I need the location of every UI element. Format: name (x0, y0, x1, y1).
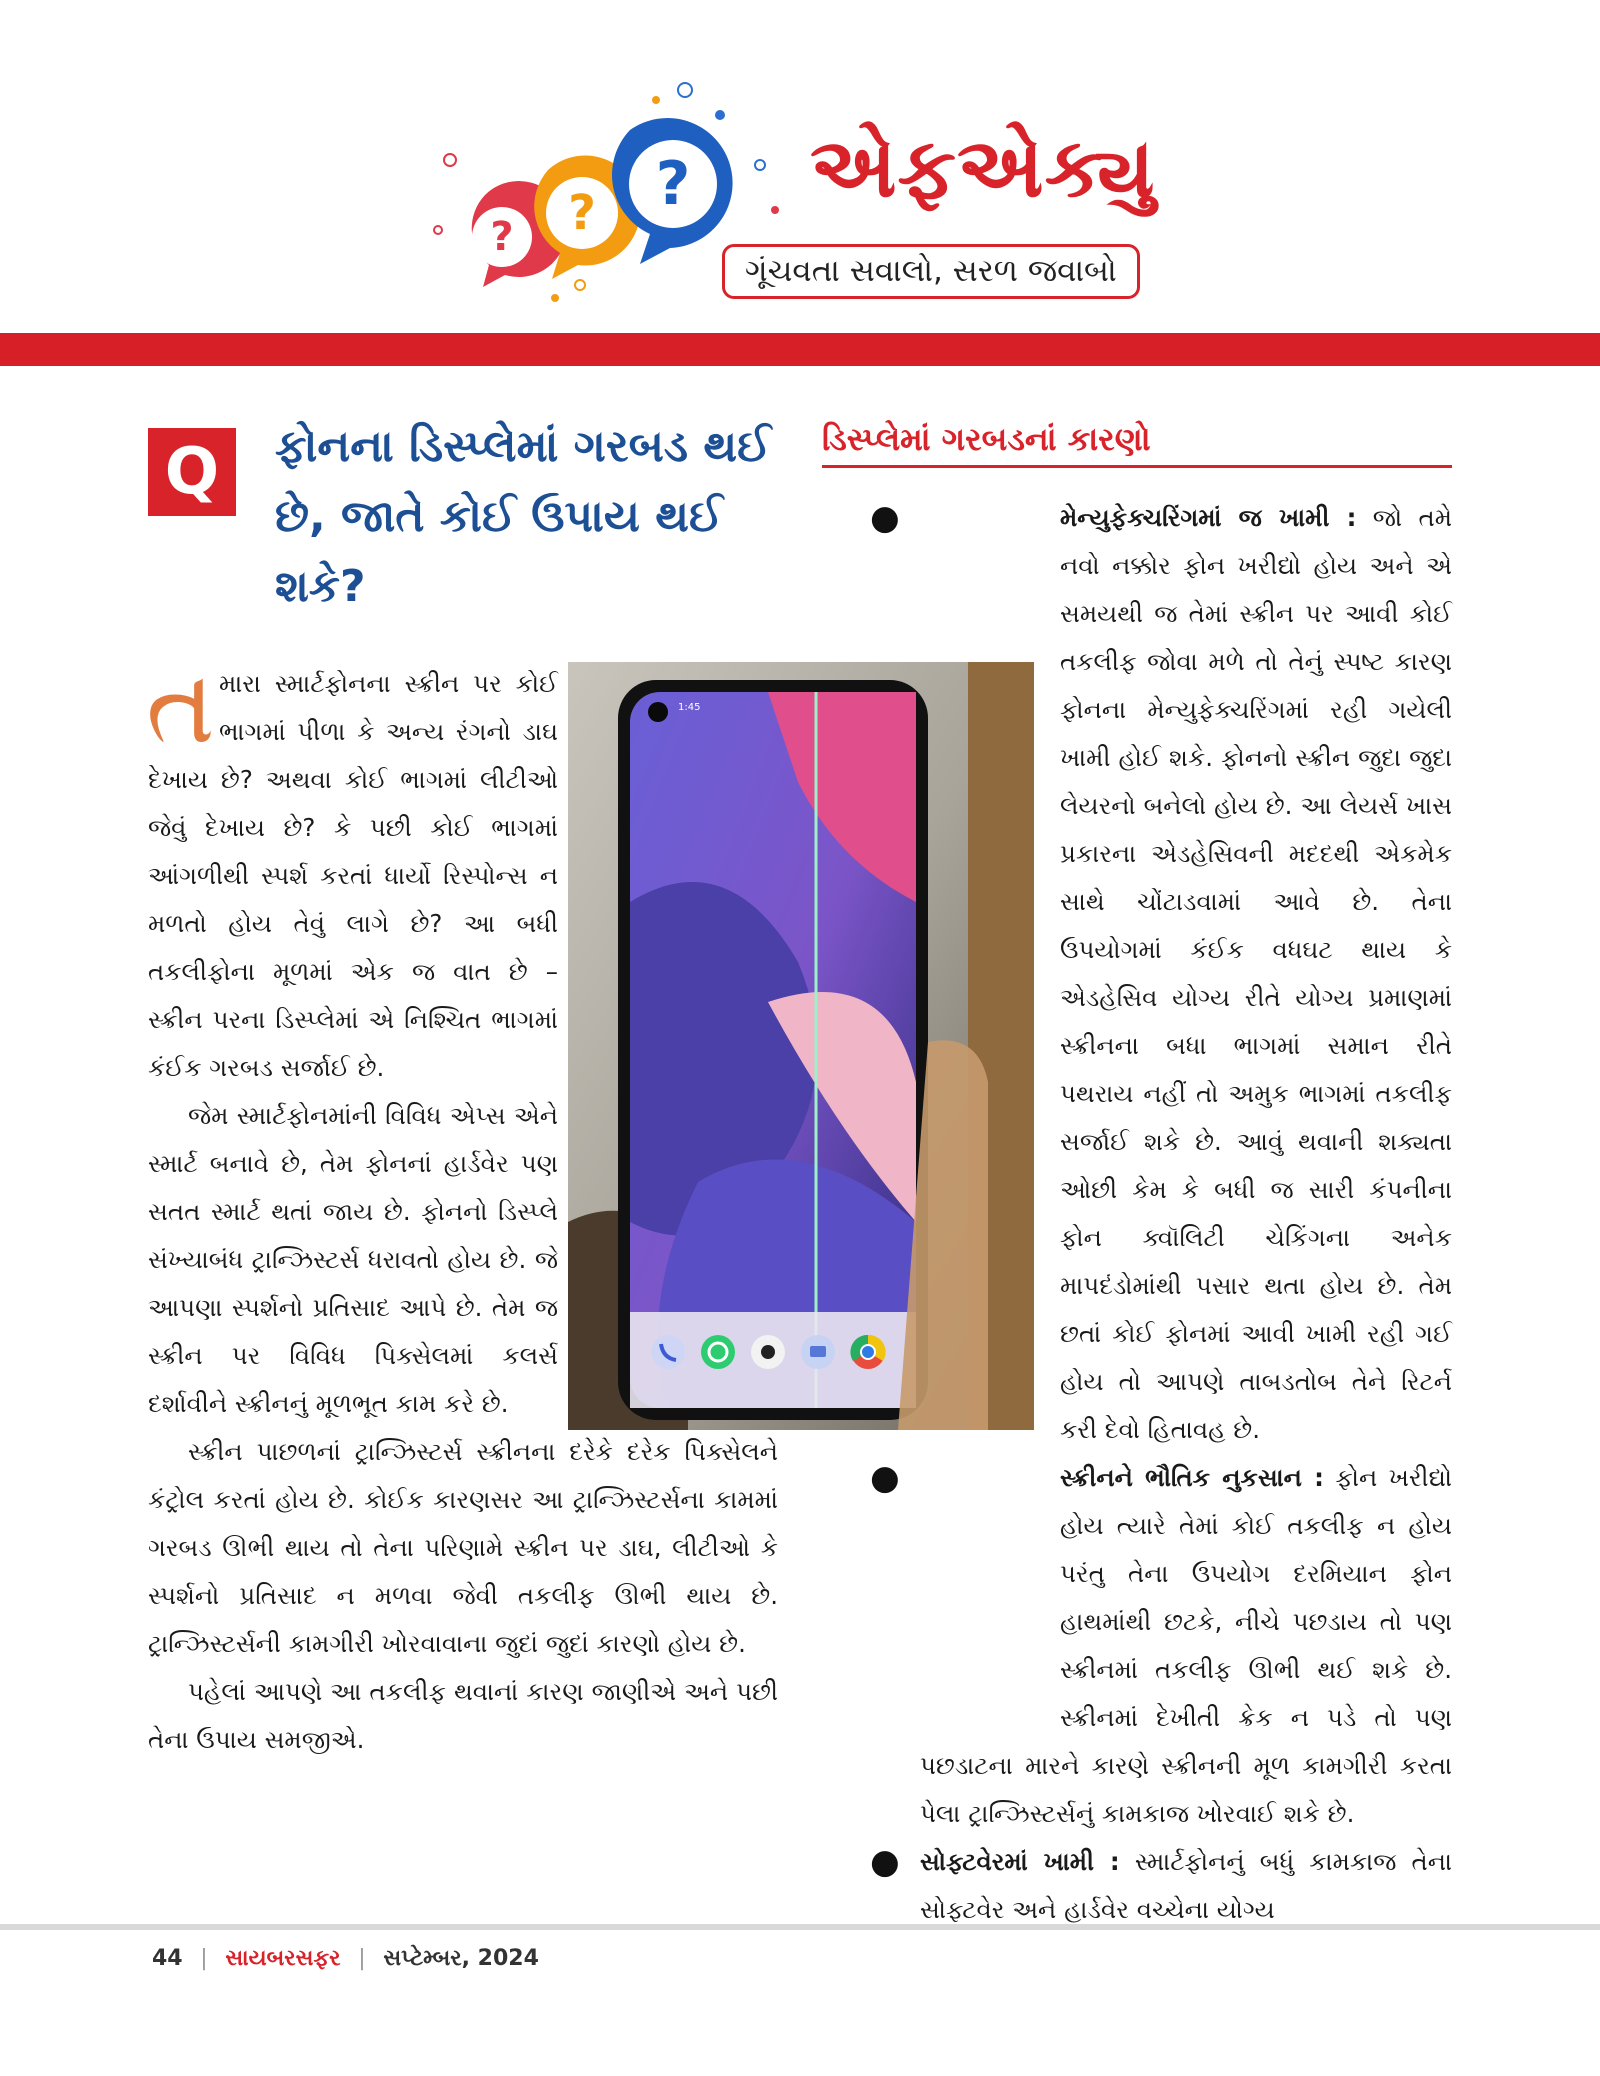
bullet-dot-icon: ● (870, 498, 900, 538)
bullet-software (870, 1838, 1452, 1934)
camera-icon (751, 1335, 785, 1369)
paragraph-2: જેમ સ્માર્ટફોનમાંની વિવિધ એપ્સ એને સ્માર્ટ બનાવે છે, તેમ ફોનનાં હાર્ડવેર પણ સતત સ્માર્ટ થતાં જાય છે. ફોનનો ડિસ્પ્લે સંખ્યાબંધ ટ્રાન્ઝિસ્ટર્સ ધરાવતો હોય છે. જે આપણા સ્પર્શનો પ્રતિસાદ આપે છે. તેમ જ સ્ક્રીન પર વિવિધ પિક્સેલમાં કલર્સ દર્શાવીને સ્ક્રીનનું મૂળભૂત કામ કરે છે. (148, 1101, 558, 1418)
bullet-physical-damage (870, 1454, 1452, 1838)
front-camera (648, 702, 668, 722)
brand-title: એફએક્યુ (810, 121, 1156, 216)
right-column (870, 494, 1452, 1934)
section-heading: ડિસ્પ્લેમાં ગરબડનાં કારણો (822, 420, 1452, 468)
svg-text:?: ? (655, 149, 691, 219)
bullet-title: મેન્યુફેક્ચરિંગમાં જ ખામી : (1060, 503, 1357, 532)
bullet-dot-icon: ● (870, 1842, 900, 1882)
messages-icon (801, 1335, 835, 1369)
bullet-title: સ્ક્રીનને ભૌતિક નુકસાન : (1060, 1463, 1324, 1492)
footer-separator: | (358, 1946, 366, 1971)
status-time: 1:45 (678, 702, 701, 713)
bullet-text: સ્માર્ટફોનનું બધું કામકાજ તેના સોફ્ટવેર અને હાર્ડવેર વચ્ચેના યોગ્ય (920, 1847, 1452, 1924)
paragraph-1-text: મારા સ્માર્ટફોનના સ્ક્રીન પર કોઈ ભાગમાં પીળા કે અન્ય રંગનો ડાઘ દેખાય છે? અથવા કોઈ ભાગમાં લીટીઓ જેવું દેખાય છે? કે પછી કોઈ ભાગમાં આંગળીથી સ્પર્શ કરતાં ધાર્યો રિસ્પોન્સ ન મળતો હોય તેવું લાગે છે? આ બધી તકલીફોના મૂળમાં એક જ વાત છે – સ્ક્રીન પરના ડિસ્પ્લેમાં એ નિશ્ચિત ભાગમાં કંઈક ગરબડ સર્જાઈ છે. (148, 669, 558, 1082)
brand-tagline: ગૂંચવતા સવાલો, સરળ જવાબો (722, 244, 1140, 299)
bullet-text: જો તમે નવો નક્કોર ફોન ખરીદ્યો હોય અને એ સમયથી જ તેમાં સ્ક્રીન પર આવી કોઈ તકલીફ જોવા મળે તો તેનું સ્પષ્ટ કારણ ફોનના મેન્યુફેક્ચરિંગમાં રહી ગયેલી ખામી હોઈ શકે. ફોનનો સ્ક્રીન જુદા જુદા લેયરનો બનેલો હોય છે. આ લેયર્સ ખાસ પ્રકારના એડહેસિવની મદદથી એકમેક સાથે ચોંટાડવામાં આવે છે. તેના ઉપયોગમાં કંઈક વધઘટ થાય કે એડહેસિવ યોગ્ય રીતે યોગ્ય પ્રમાણમાં સ્ક્રીનના બધા ભાગમાં સમાન રીતે પથરાય નહીં તો અમુક ભાગમાં તકલીફ સર્જાઈ શકે છે. આવું થવાની શક્યતા ઓછી કેમ કે બધી જ સારી કંપનીના ફોન ક્વૉલિટી ચેકિંગના અનેક માપદંડોમાંથી પસાર થતા હોય છે. તેમ છતાં કોઈ ફોનમાં આવી ખામી રહી ગઈ હોય તો આપણે તાબડતોબ તેને રિટર્ન કરી દેવો હિતાવહ છે. (1060, 503, 1452, 1444)
dropcap: ત (146, 645, 215, 767)
issue-date: સપ્ટેમ્બર, 2024 (383, 1946, 539, 1971)
bullet-title: સોફ્ટવેરમાં ખામી : (920, 1847, 1120, 1876)
whatsapp-icon (701, 1335, 735, 1369)
footer-separator: | (200, 1946, 208, 1971)
bullet-text: ફોન ખરીદ્યો હોય ત્યારે તેમાં કોઈ તકલીફ ન હોય પરંતુ તેના ઉપયોગ દરમિયાન ફોન હાથમાંથી છટકે, નીચે પછડાય તો પણ સ્ક્રીનમાં તકલીફ ઊભી થઈ શકે છે. સ્ક્રીનમાં દેખીતી ક્રેક ન પડે તો પણ પછડાટના મારને કારણે સ્ક્રીનની મૂળ કામગીરી કરતા પેલા ટ્રાન્ઝિસ્ટર્સનું કામકાજ ખોરવાઈ શકે છે. (920, 1463, 1452, 1828)
paragraph-4: પહેલાં આપણે આ તકલીફ થવાનાં કારણ જાણીએ અને પછી તેના ઉપાય સમજીએ. (148, 1677, 778, 1754)
header-red-bar (0, 333, 1600, 366)
page-header (0, 0, 1600, 330)
svg-text:?: ? (490, 214, 514, 260)
page-footer (152, 1946, 539, 1971)
footer-rule (0, 1924, 1600, 1930)
phone-icon (651, 1335, 685, 1369)
bullet-dot-icon: ● (870, 1458, 900, 1498)
paragraph-3: સ્ક્રીન પાછળનાં ટ્રાન્ઝિસ્ટર્સ સ્ક્રીનના દરેકે દરેક પિક્સેલને કંટ્રોલ કરતાં હોય છે. કોઈક કારણસર આ ટ્રાન્ઝિસ્ટર્સના કામમાં ગરબડ ઊભી થાય તો તેના પરિણામે સ્ક્રીન પર ડાઘ, લીટીઓ કે સ્પર્શનો પ્રતિસાદ ન મળવા જેવી તકલીફ ઊભી થાય છે. ટ્રાન્ઝિસ્ટર્સની કામગીરી ખોરવાવાના જુદાં જુદાં કારણો હોય છે. (148, 1437, 778, 1658)
magazine-name: સાયબરસફર (225, 1946, 341, 1971)
svg-text:?: ? (568, 185, 596, 241)
article-question: ફોનના ડિસ્પ્લેમાં ગરબડ થઈ છે, જાતે કોઈ ઉપાય થઈ શકે? (275, 421, 772, 612)
bullet-manufacturing (870, 494, 1452, 1454)
page-number: 44 (152, 1946, 183, 1971)
q-badge: Q (148, 428, 236, 516)
